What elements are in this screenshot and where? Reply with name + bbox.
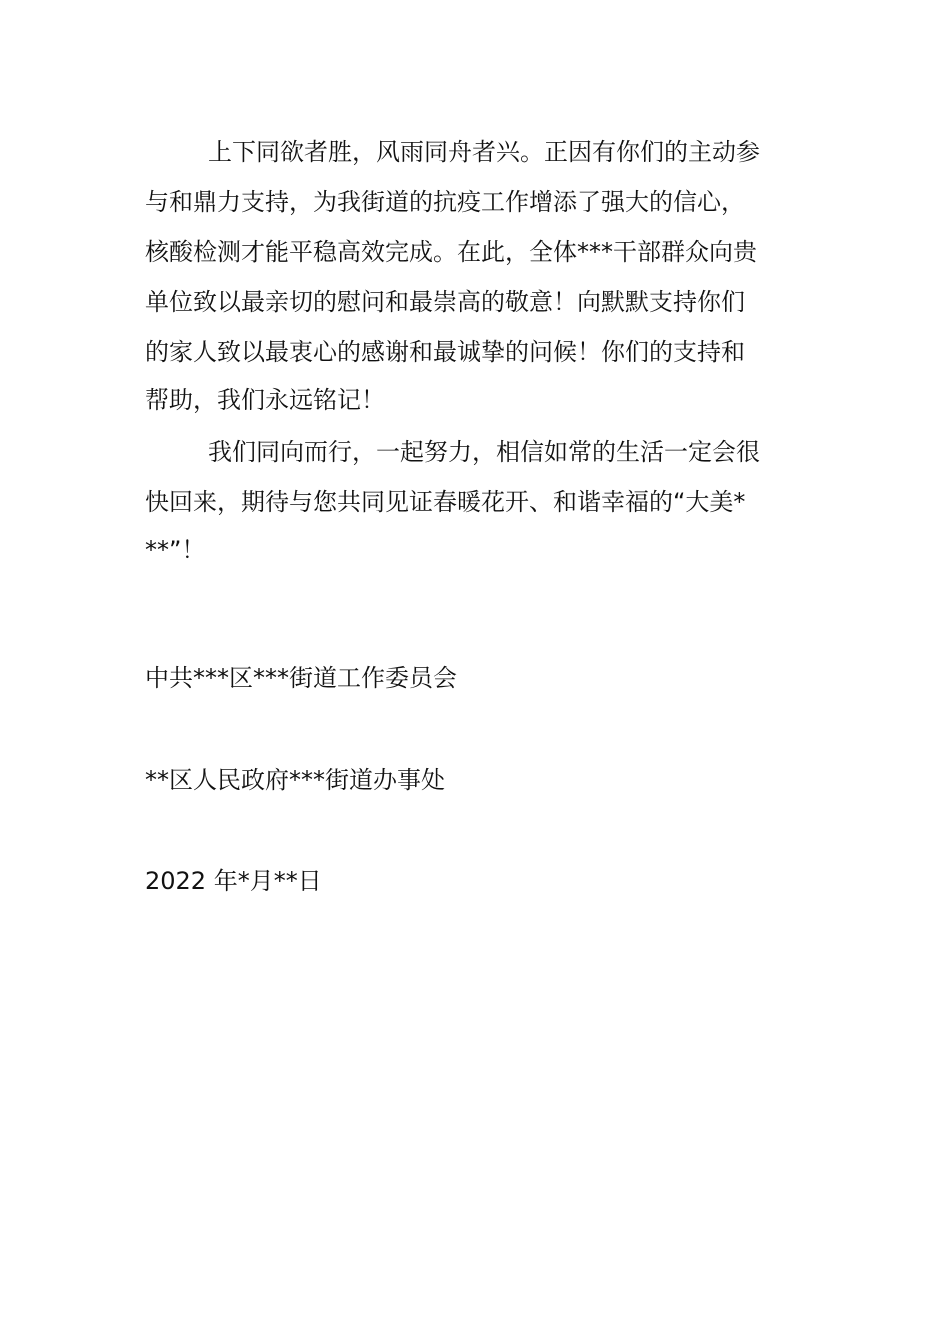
paragraph-2-line-3: **”！ — [145, 536, 206, 564]
paragraph-1-line-4: 单位致以最亲切的慰问和最崇高的敬意！向默默支持你们 — [145, 288, 745, 316]
paragraph-1-line-3: 核酸检测才能平稳高效完成。在此，全体***干部群众向贵 — [145, 238, 757, 266]
signature-date: 2022 年*月**日 — [145, 867, 322, 895]
signature-org-2: **区人民政府***街道办事处 — [145, 766, 445, 794]
paragraph-1-line-1: 上下同欲者胜，风雨同舟者兴。正因有你们的主动参 — [208, 138, 760, 166]
paragraph-1-line-5: 的家人致以最衷心的感谢和最诚挚的问候！你们的支持和 — [145, 338, 745, 366]
paragraph-1-line-6: 帮助，我们永远铭记！ — [145, 386, 385, 414]
signature-org-1: 中共***区***街道工作委员会 — [145, 664, 457, 692]
paragraph-2-line-1: 我们同向而行，一起努力，相信如常的生活一定会很 — [208, 438, 760, 466]
paragraph-1-line-2: 与和鼎力支持，为我街道的抗疫工作增添了强大的信心， — [145, 188, 745, 216]
paragraph-2-line-2: 快回来，期待与您共同见证春暖花开、和谐幸福的“大美* — [145, 488, 746, 516]
